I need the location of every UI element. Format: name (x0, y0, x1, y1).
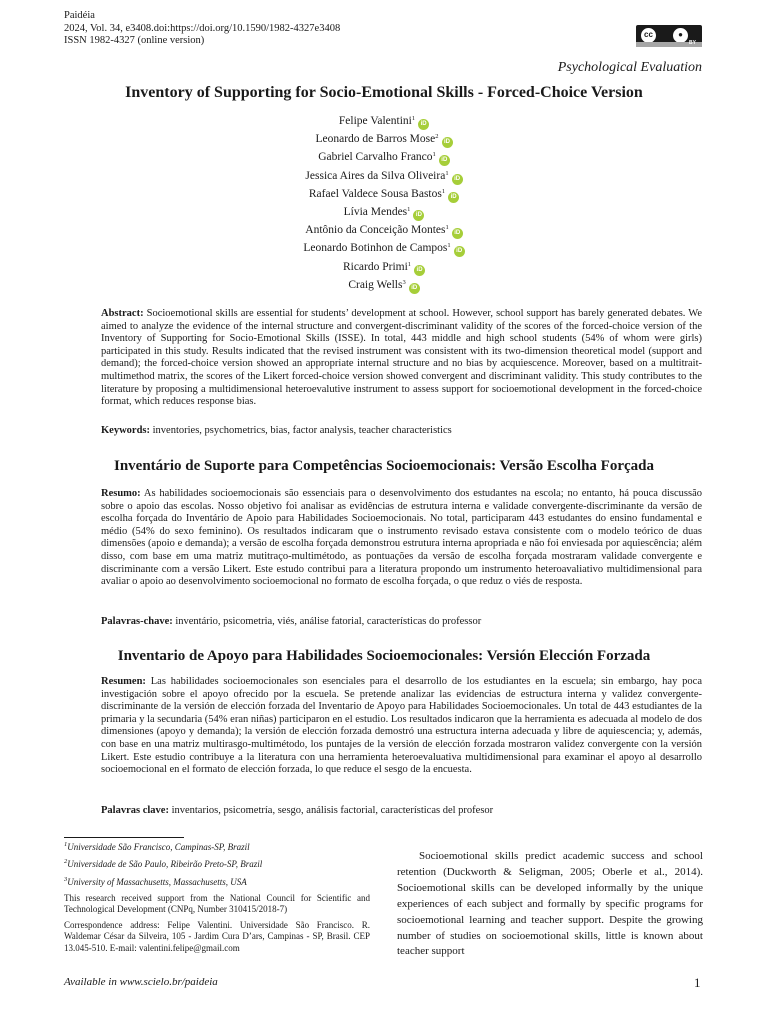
author-line (0, 148, 768, 166)
abstract-text: Socioemotional skills are essential for students’ development at school. However, school support has barely generated debates. We aimed to analyze the evidence of the internal structure and convergent-discriminant validity of the scores of the forced-choice version of the Inventory of Supporting for Socio-Emotional Skills (ISSE). In total, 443 middle and high school students (54% of whom were girls) participated in this study. Results indicated that the revised instrument was consistent with its two-dimension theoretical model (support and demand); the forced-choice version showed an appropriate internal structure and no bias by acquiescence. Moreover, based on a multitrait-multimethod matrix, the scores of the Likert forced-choice version showed convergent and discriminant validity. This study contributes to the literature by proposing a multidimensional heteroevalutive instrument to assess support for socioemotional development in the forced-choice format, which reduces response bias. (101, 308, 702, 408)
orcid-icon[interactable]: iD (414, 265, 425, 276)
author-line (0, 130, 768, 148)
author-name: Antônio da Conceição Montes (305, 224, 446, 237)
author-name: Lívia Mendes (343, 206, 408, 219)
keywords-english (101, 425, 702, 438)
author-affiliation-number: 1 (407, 260, 412, 268)
orcid-icon[interactable]: iD (409, 283, 420, 294)
palavras-chave-text: inventário, psicometria, viés, análise fatorial, características do professor (172, 616, 482, 627)
author-line (0, 185, 768, 203)
author-name: Leonardo Botinhon de Campos (303, 242, 448, 255)
keywords-spanish (101, 805, 702, 818)
affiliation-2: $^2$Universidade de São Paulo, Ribeirão Preto-SP, Brazil (64, 858, 263, 869)
author-affiliation-number: 3 (402, 278, 406, 286)
author-list (0, 112, 768, 294)
author-name: Craig Wells (348, 278, 403, 291)
affiliation-1-text: Universidade São Francisco, Campinas-SP, Brazil (67, 842, 250, 852)
issn: ISSN 1982-4327 (online version) (64, 35, 205, 46)
introduction-paragraph: Socioemotional skills predict academic success and school retention (Duckworth & Seligman, 2005; Oberle et al., 2014). Socioemotional skills can be developed informally by the unique experiences of each subject and formally by specific programs for socioemotional learning and teacher support. Despite the growing number of studies on socioemotional skills, little is known about teacher support (397, 850, 703, 958)
author-affiliation-number: 1 (445, 169, 449, 177)
article-title: Inventory of Supporting for Socio-Emotional Skills - Forced-Choice Version (125, 84, 643, 101)
author-line (0, 221, 768, 239)
author-line (0, 276, 768, 294)
author-line (0, 167, 768, 185)
abstract-spanish (101, 676, 702, 777)
orcid-icon[interactable]: iD (452, 174, 463, 185)
orcid-icon[interactable]: iD (439, 155, 450, 166)
orcid-icon[interactable]: iD (418, 119, 429, 130)
author-line (0, 258, 768, 276)
abstract-portuguese (101, 488, 702, 589)
abstract-label: Abstract: (101, 308, 144, 319)
author-line (0, 203, 768, 221)
author-line (0, 239, 768, 257)
orcid-icon[interactable]: iD (413, 210, 424, 221)
affiliation-3: $^3$University of Massachusetts, Massachusetts, USA (64, 876, 247, 887)
keywords-label: Keywords: (101, 425, 150, 436)
section-label: Psychological Evaluation (557, 60, 702, 75)
license-label: BY (689, 40, 696, 46)
author-line (0, 112, 768, 130)
palavras-clave-text: inventarios, psicometría, sesgo, análisis factorial, características del profesor (168, 805, 494, 816)
orcid-icon[interactable]: iD (448, 192, 459, 203)
attribution-person-icon: ● (672, 27, 689, 44)
author-name: Gabriel Carvalho Franco (318, 151, 433, 164)
author-affiliation-number: 1 (441, 187, 446, 195)
orcid-icon[interactable]: iD (452, 228, 463, 239)
affiliation-3-text: University of Massachusetts, Massachusetts, USA (67, 877, 247, 887)
palavras-chave-label: Palavras-chave: (101, 616, 173, 627)
affiliation-1: $^1$Universidade São Francisco, Campinas-SP, Brazil (64, 841, 250, 852)
journal-header (64, 10, 340, 48)
correspondence-address: Correspondence address: Felipe Valentini. Universidade São Francisco. R. Waldemar César da Silveira, 105 - Jardim Cura D’ars, Campinas - SP, Brasil. CEP 13.045-510. E-mail: valentini.felipe@gmail.com (64, 920, 370, 953)
title-spanish: Inventario de Apoyo para Habilidades Socioemocionales: Versión Elección Forzada (117, 648, 651, 664)
keywords-text: inventories, psychometrics, bias, factor analysis, teacher characteristics (150, 425, 452, 436)
author-affiliation-number: 1 (432, 151, 436, 159)
author-name: Ricardo Primi (342, 260, 408, 273)
author-affiliation-number: 2 (435, 133, 439, 141)
orcid-icon[interactable]: iD (454, 246, 465, 257)
author-affiliation-number: 1 (407, 206, 411, 214)
page-number: 1 (694, 975, 701, 990)
author-affiliation-number: 1 (411, 115, 416, 122)
funding-note: This research received support from the National Council for Scientific and Technological Development (CNPq, Number 310415/2018-7) (64, 893, 370, 915)
author-name: Rafael Valdece Sousa Bastos (308, 187, 442, 200)
journal-name: Paidéia (64, 10, 95, 21)
citation-doi[interactable]: 2024, Vol. 34, e3408.doi:https://doi.org/10.1590/1982-4327e3408 (64, 22, 341, 34)
footnote-divider (64, 837, 184, 838)
author-name: Jessica Aires da Silva Oliveira (305, 169, 446, 182)
cc-by-license-badge[interactable] (636, 25, 702, 47)
resumen-label: Resumen: (101, 676, 146, 687)
availability-link[interactable]: Available in www.scielo.br/paideia (64, 976, 218, 988)
creative-commons-icon: cc (640, 27, 657, 44)
author-name: Felipe Valentini (338, 115, 412, 127)
palavras-clave-label: Palavras clave: (101, 805, 169, 816)
orcid-icon[interactable]: iD (442, 137, 453, 148)
abstract-english (101, 308, 702, 409)
resumen-text: Las habilidades socioemocionales son esenciales para el desarrollo de los estudiantes en la escuela; sin embargo, hay poca investigación sobre el apoyo ofrecido por la escuela. Se pretende analizar las evidencias de estructura interna y validez convergente-discriminante de la versión de elección forzada del Inventario de Apoyo para Habilidades Socioemocionales. Un total de 443 estudiantes de la primaria y la secundaria (54% eran niñas) participaron en el estudio. Los resultados indicaron que la herramienta es adecuada al modelo de dos dimensiones (apoyo y demanda); la versión de elección forzada demostró una estructura interna adecuada y libre de aquiescencia; y, además, con base en una matriz multirasgo-multimétodo, los puntajes de la versión de elección forzada mostraron validez convergente con la versión Likert. Este estudio contribuye a la literatura con una herramienta heteroevaluativa multidimensional para examinar el apoyo al desarrollo socioemocional en el formato de elección forzada, lo que reduce el sesgo de la encuesta. (101, 676, 702, 776)
keywords-portuguese (101, 616, 702, 629)
resumo-text: As habilidades socioemocionais são essenciais para o desenvolvimento dos estudantes na escola; no entanto, há pouca discussão sobre o apoio das escolas. Nosso objetivo foi analisar as evidências de estrutura interna e validade convergente-discriminante da versão de escolha forçada do Inventário de Apoio para Habilidades Socioemocionais. No total, participaram 443 estudantes do ensino fundamental e médio (54% do sexo feminino). Os resultados indicaram que o instrumento revisado estava consistente com o modelo teórico de duas dimensões (apoio e demanda); a versão de escolha forçada demonstrou estrutura interna apropriada e não foi enviesada por aquiescência; além disso, com base em uma matriz mutitraço-multimétodo, as pontuações da versão de escolha forçada mostraram validade convergente e discriminante com a versão Likert. Este estudo contribui para a literatura propondo um instrumento heteroavaliativo multidimensional para avaliar o apoio ao desenvolvimento socioemocional no formato de escolha forçada, o que reduz o viés de resposta. (101, 488, 702, 588)
resumo-label: Resumo: (101, 488, 141, 499)
author-affiliation-number: 1 (447, 242, 451, 250)
affiliation-2-text: Universidade de São Paulo, Ribeirão Preto-SP, Brazil (67, 859, 263, 869)
author-name: Leonardo de Barros Mose (315, 133, 436, 146)
title-portuguese: Inventário de Suporte para Competências Socioemocionais: Versão Escolha Forçada (114, 458, 654, 474)
author-affiliation-number: 1 (445, 224, 449, 232)
